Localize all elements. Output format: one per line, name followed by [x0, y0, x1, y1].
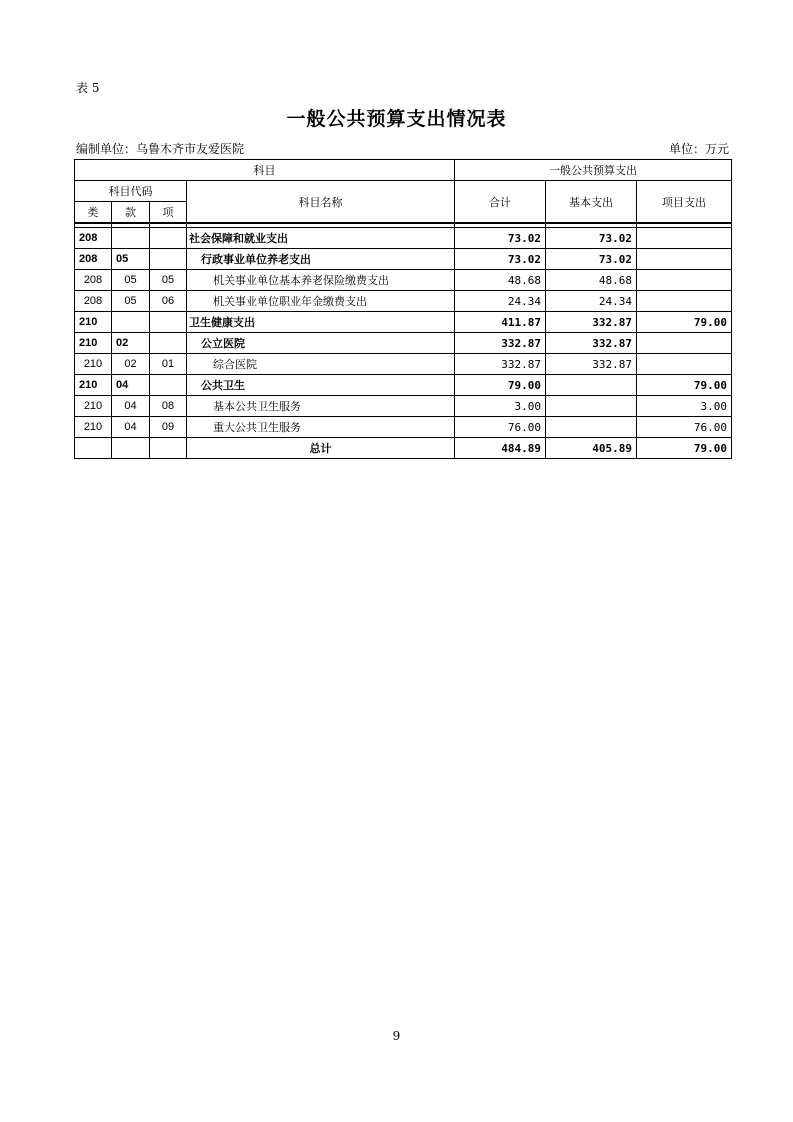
amount-basic: 332.87	[546, 354, 637, 375]
amount-total: 79.00	[455, 375, 546, 396]
amount-basic: 332.87	[546, 312, 637, 333]
amount-total: 73.02	[455, 249, 546, 270]
subject-name: 公共卫生	[187, 375, 455, 396]
subject-name: 机关事业单位基本养老保险缴费支出	[187, 270, 455, 291]
amount-basic: 48.68	[546, 270, 637, 291]
subject-name: 社会保障和就业支出	[187, 228, 455, 249]
amount-total: 3.00	[455, 396, 546, 417]
amount-project	[637, 270, 732, 291]
table-row	[75, 417, 732, 438]
amount-project	[637, 354, 732, 375]
code-lei: 210	[75, 375, 112, 396]
total-row	[75, 438, 732, 459]
code-xiang: 05	[150, 270, 187, 291]
code-xiang	[150, 249, 187, 270]
total-kuan	[112, 438, 150, 459]
header-project: 项目支出	[637, 181, 732, 224]
subject-name: 综合医院	[187, 354, 455, 375]
total-basic: 405.89	[546, 438, 637, 459]
table-row	[75, 228, 732, 249]
amount-project: 76.00	[637, 417, 732, 438]
amount-project	[637, 249, 732, 270]
header-kuan: 款	[112, 202, 150, 224]
code-lei: 210	[75, 333, 112, 354]
code-xiang	[150, 333, 187, 354]
amount-project: 3.00	[637, 396, 732, 417]
header-name: 科目名称	[187, 181, 455, 224]
table-row	[75, 375, 732, 396]
amount-total: 332.87	[455, 354, 546, 375]
amount-total: 411.87	[455, 312, 546, 333]
code-kuan: 04	[112, 375, 150, 396]
total-amount: 484.89	[455, 438, 546, 459]
table-body	[75, 228, 732, 438]
code-lei: 208	[75, 270, 112, 291]
subject-name: 卫生健康支出	[187, 312, 455, 333]
code-xiang: 09	[150, 417, 187, 438]
code-lei: 210	[75, 354, 112, 375]
header-budget: 一般公共预算支出	[455, 160, 732, 181]
code-lei: 208	[75, 291, 112, 312]
table-row	[75, 333, 732, 354]
header-lei: 类	[75, 202, 112, 224]
amount-total: 48.68	[455, 270, 546, 291]
header-total: 合计	[455, 181, 546, 224]
code-xiang: 08	[150, 396, 187, 417]
code-xiang	[150, 312, 187, 333]
code-kuan: 05	[112, 270, 150, 291]
code-lei: 208	[75, 249, 112, 270]
header-code: 科目代码	[75, 181, 187, 202]
amount-total: 76.00	[455, 417, 546, 438]
amount-basic	[546, 375, 637, 396]
total-project: 79.00	[637, 438, 732, 459]
amount-project	[637, 291, 732, 312]
code-kuan	[112, 312, 150, 333]
table-row	[75, 396, 732, 417]
table-row	[75, 354, 732, 375]
amount-total: 332.87	[455, 333, 546, 354]
header-xiang: 项	[150, 202, 187, 224]
amount-basic: 24.34	[546, 291, 637, 312]
code-lei: 208	[75, 228, 112, 249]
amount-basic	[546, 417, 637, 438]
code-lei: 210	[75, 396, 112, 417]
total-lei	[75, 438, 112, 459]
code-kuan: 02	[112, 333, 150, 354]
subject-name: 基本公共卫生服务	[187, 396, 455, 417]
amount-project	[637, 333, 732, 354]
code-lei: 210	[75, 312, 112, 333]
page-number: 9	[392, 1029, 401, 1043]
code-kuan: 04	[112, 417, 150, 438]
code-kuan: 05	[112, 249, 150, 270]
code-kuan	[112, 228, 150, 249]
amount-basic: 73.02	[546, 249, 637, 270]
table-row	[75, 312, 732, 333]
budget-table	[74, 159, 732, 459]
currency-unit: 单位：万元	[668, 142, 729, 156]
header-basic: 基本支出	[546, 181, 637, 224]
compiling-unit: 编制单位：乌鲁木齐市友爱医院	[76, 142, 245, 156]
subject-name: 机关事业单位职业年金缴费支出	[187, 291, 455, 312]
code-kuan: 04	[112, 396, 150, 417]
table-row	[75, 291, 732, 312]
subject-name: 公立医院	[187, 333, 455, 354]
subject-name: 行政事业单位养老支出	[187, 249, 455, 270]
amount-basic	[546, 396, 637, 417]
code-xiang	[150, 228, 187, 249]
code-xiang	[150, 375, 187, 396]
table-label: 表 5	[76, 81, 100, 95]
header-subject: 科目	[75, 160, 455, 181]
code-xiang: 06	[150, 291, 187, 312]
table-row	[75, 270, 732, 291]
code-lei: 210	[75, 417, 112, 438]
subject-name: 重大公共卫生服务	[187, 417, 455, 438]
amount-total: 73.02	[455, 228, 546, 249]
amount-project: 79.00	[637, 312, 732, 333]
amount-project: 79.00	[637, 375, 732, 396]
code-kuan: 05	[112, 291, 150, 312]
amount-total: 24.34	[455, 291, 546, 312]
total-xiang	[150, 438, 187, 459]
amount-basic: 332.87	[546, 333, 637, 354]
page-title: 一般公共预算支出情况表	[286, 108, 507, 130]
table-row	[75, 249, 732, 270]
total-label: 总计	[187, 438, 455, 459]
amount-basic: 73.02	[546, 228, 637, 249]
amount-project	[637, 228, 732, 249]
code-xiang: 01	[150, 354, 187, 375]
code-kuan: 02	[112, 354, 150, 375]
